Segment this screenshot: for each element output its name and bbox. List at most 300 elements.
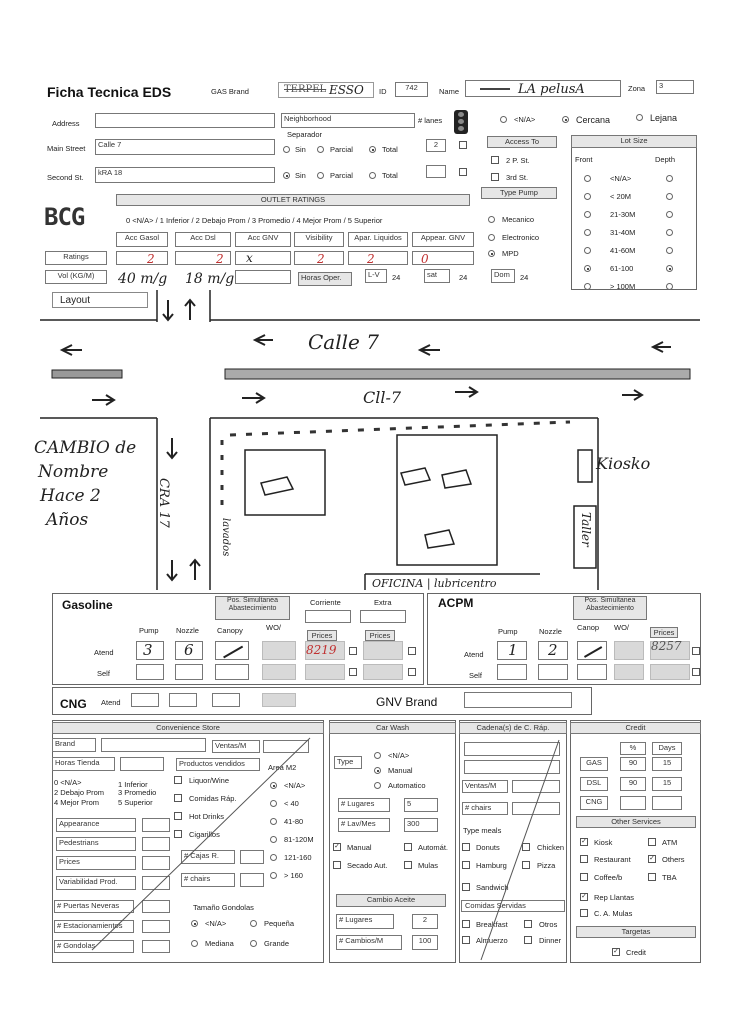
svc-restaurant-label: Restaurant [594,855,631,864]
gas-nozzle-label: Nozzle [176,626,199,635]
store-ventas-label: Ventas/M [212,740,260,753]
tamano-med-label: Mediana [205,939,234,948]
sep2-total-label: Total [382,171,398,180]
id-label: ID [379,87,387,96]
horas-oper-label: Horas Oper. [298,272,352,286]
col-appear-gnv: Appear. GNV [412,232,474,247]
gas-self-price2[interactable] [363,664,403,680]
prox-cercana-label: Cercana [576,115,611,125]
store-brand-label: Brand [52,738,96,752]
carwash-na-label: <N/A> [388,751,410,760]
pump-mpd-label: MPD [502,249,519,258]
scale-item: 5 Superior [118,798,153,807]
tamano-gra-label: Grande [264,939,290,948]
credit-gas-label: GAS [580,757,608,771]
lot-depth-radio[interactable] [666,229,673,236]
credit-cng-label: CNG [580,796,608,810]
prod-comidas-label: Comidas Ráp. [189,794,237,803]
store-horas-label: Horas Tienda [52,757,115,771]
rating-acc-dsl[interactable] [175,251,231,265]
gas-wo-label: WO/ [266,623,281,632]
vol-dsl-value: 18 m/g [185,271,235,287]
name-label: Name [439,87,460,96]
cadena-chairs-label: # chairs [462,802,508,815]
note-line: CAMBIO de [34,438,137,458]
area-na-label: <N/A> [284,781,306,790]
gas-pump-label: Pump [139,626,159,635]
gas-wo-field[interactable] [262,641,296,660]
store-variabilidad-label: Variabilidad Prod. [56,876,136,890]
gas-self-nozzle[interactable] [175,664,203,680]
gas-self-check2[interactable] [408,668,416,676]
svc-others-label: Others [662,855,685,864]
acpm-price-field[interactable] [650,641,690,660]
credit-gas-pct[interactable]: 90 [620,757,646,771]
pump-electronico-radio[interactable] [488,234,495,241]
outlet-scale: 0 <N/A> / 1 Inferior / 2 Debajo Prom / 3 Promedio / 4 Mejor Prom / 5 Superior [126,216,383,225]
taller-label: Taller [579,512,593,547]
gas-price-field[interactable] [305,641,345,660]
carwash-auto-label: Automatico [388,781,426,790]
area-80-label: 41-80 [284,817,304,826]
access-2pst-check[interactable] [491,156,499,164]
acpm-nozzle-field[interactable] [538,641,568,660]
acpm-self-check[interactable] [692,668,700,676]
carwash-mulas-label: Mulas [418,861,439,870]
gas-canopy-check [223,646,243,658]
lot-front-label: Front [575,155,593,164]
sep2-sin-label: Sin [295,171,306,180]
address-field[interactable] [95,113,275,128]
acpm-pump-value: 1 [508,641,518,659]
carwash-secado-check[interactable] [333,861,341,869]
layout-label: Layout [60,295,91,306]
zona-label: Zona [628,84,646,93]
name-value: LA pelusA [518,82,585,97]
id-field[interactable]: 742 [395,82,428,97]
store-cajas-label: # Cajas R. [181,850,235,864]
gas-extra-field[interactable] [360,610,406,623]
acpm-self-price[interactable] [650,664,690,680]
sep2-parcial-radio[interactable] [317,172,324,179]
credit-dsl-days[interactable]: 15 [652,777,682,791]
store-gondolas-label: # Gondolas [54,940,134,953]
svc-ca-mulas-label: C. A. Mulas [594,909,633,918]
serv-breakfast-label: Breakfast [476,920,508,929]
meal-pizza-label: Pizza [537,861,556,870]
carwash-header: Car Wash [329,722,456,734]
scale-item: 2 Debajo Prom [54,788,105,797]
calle-top-label: Calle 7 [308,330,379,354]
meal-hamb-label: Hamburg [476,861,507,870]
rating-apar-liquidos[interactable] [348,251,408,265]
acpm-canop-check [584,646,602,657]
rating-acc-dsl-value: 2 [216,252,224,265]
rating-acc-gasol-value: 2 [147,252,155,265]
credit-cng-days[interactable] [652,796,682,810]
carwash-lugares-label: # Lugares [338,798,390,812]
scale-item: 3 Promedio [118,788,157,797]
prox-na-label: <N/A> [514,115,536,124]
lot-option: 21-30M [610,210,636,219]
carwash-lavmes-label: # Lav/Mes [338,818,390,832]
cng-field-3[interactable] [212,693,240,707]
gas-pump-field[interactable] [136,641,164,660]
vol-field-gnv[interactable] [235,270,291,284]
store-chairs-label: # chairs [181,873,235,887]
dom-value[interactable]: 24 [520,273,529,282]
sep1-parcial-radio[interactable] [317,146,324,153]
gas-canopy-label: Canopy [217,626,243,635]
col-visibility: Visibility [294,232,344,247]
name-change-note [34,440,136,536]
store-pedestrians-label: Pedestrians [56,837,136,851]
vol-label: Vol (KG/M) [45,270,107,284]
gas-price-check[interactable] [349,647,357,655]
lot-depth-radio[interactable] [666,193,673,200]
dom-label: Dom [491,269,515,283]
note-line: Nombre [38,462,109,482]
gas-brand-value: ESSO [329,83,364,97]
area-120-label: 81-120M [284,835,314,844]
lot-option: > 100M [610,282,636,291]
prod-liquor-label: Liquor/Wine [189,776,230,785]
gas-brand-label: GAS Brand [211,87,249,96]
lot-option: 61-100 [610,264,634,273]
gas-pump-value: 3 [143,641,153,659]
acpm-self-wo[interactable] [614,664,644,680]
gas-brand-field[interactable] [278,82,374,98]
sep2-total-radio[interactable] [369,172,376,179]
gas-self-price[interactable] [305,664,345,680]
acpm-pos-sim: Pos. Simultanea Abastecimiento [573,596,647,620]
cambio-cambios-label: # Cambios/M [336,935,402,950]
access-to-header: Access To [487,136,557,148]
gas-self-wo[interactable] [262,664,296,680]
svc-tba-label: TBA [662,873,677,882]
cng-title: CNG [60,697,87,711]
carwash-manual-radio[interactable] [374,767,381,774]
cng-field-4[interactable] [262,693,296,707]
pump-mecanico-label: Mecanico [502,215,535,224]
lanes-field[interactable]: 2 [426,139,446,152]
svc-kiosk-check[interactable]: ✓ [581,838,587,845]
acpm-wo-label: WO/ [614,623,629,632]
gas-prices-label: Prices [307,630,337,641]
scale-item: 4 Mejor Prom [54,798,100,807]
gasoline-title: Gasoline [62,598,113,612]
gas-corriente-field[interactable] [305,610,351,623]
lot-front-radio[interactable] [584,247,591,254]
acpm-nozzle-value: 2 [548,641,558,659]
lot-option: 31-40M [610,228,636,237]
rating-apar-liquidos-value: 2 [367,252,375,265]
cambio-header: Cambio Aceite [336,894,446,907]
sep1-parcial-label: Parcial [330,145,353,154]
carwash-manual-label: Manual [388,766,413,775]
cadena-ventas-label: Ventas/M [462,780,508,793]
lot-option: <N/A> [610,174,632,183]
tamano-na-label: <N/A> [205,919,227,928]
gas-pos-sim: Pos. Simultanea Abastecimiento [215,596,290,620]
form-title: Ficha Tecnica EDS [47,84,172,100]
col-acc-dsl: Acc Dsl [175,232,231,247]
acpm-pump-field[interactable] [497,641,527,660]
gas-nozzle-field[interactable] [175,641,203,660]
other-services-header: Other Services [576,816,696,828]
cambio-cambios-field[interactable]: 100 [412,935,438,950]
lot-front-radio[interactable] [584,193,591,200]
carwash-automat-label: Automát. [418,843,449,852]
svc-coffee-label: Coffee/b [594,873,623,882]
svc-ca-mulas-check[interactable] [580,909,588,917]
cadena-header: Cadena(s) de C. Ráp. [459,722,567,734]
lot-option: < 20M [610,192,632,201]
access-3rdst-label: 3rd St. [506,173,529,182]
neighborhood-field[interactable] [281,113,415,128]
gas-price2-field[interactable] [363,641,403,660]
ratings-label: Ratings [45,251,107,265]
sat-value[interactable]: 24 [459,273,468,282]
credit-pct-label: % [620,742,646,755]
gas-canopy-field[interactable] [215,641,249,660]
lot-size-header: Lot Size [571,135,697,148]
acpm-self-label: Self [469,671,482,680]
store-estacion-label: # Estacionamientos [54,920,134,933]
gas-price-value: 8219 [306,643,337,657]
credit-card-label: Credit [626,948,647,957]
prod-hotdrinks-label: Hot Drinks [189,812,225,821]
credit-header: Credit [570,722,701,734]
carwash-mulas-check[interactable] [404,861,412,869]
rating-acc-gnv-value: x [246,251,253,265]
credit-gas-days[interactable]: 15 [652,757,682,771]
store-prices-label: Prices [56,856,136,870]
carwash-na-radio[interactable] [374,752,381,759]
note-line: Hace 2 [40,486,101,506]
carwash-type-label: Type [334,756,362,769]
svc-restaurant-check[interactable] [580,855,588,863]
name-struck-mark [480,88,510,90]
lot-front-radio[interactable] [584,211,591,218]
rating-visibility[interactable] [294,251,344,265]
gas-brand-struck: TERPEL [284,84,327,95]
gas-self-check[interactable] [349,668,357,676]
prox-lejana-label: Lejana [650,113,678,123]
carwash-secado-label: Secado Aut. [347,861,388,870]
meal-chicken-label: Chicken [537,843,565,852]
acpm-canop-field[interactable] [577,641,607,660]
sep1-sin-radio[interactable] [283,146,290,153]
lot-option: 41-60M [610,246,636,255]
svc-atm-check[interactable] [648,838,656,846]
gas-self-label: Self [97,669,110,678]
store-strike-line [52,720,324,963]
acpm-pump-label: Pump [498,627,518,636]
rating-visibility-value: 2 [317,252,325,265]
main-street-label: Main Street [47,144,86,153]
address-label: Address [52,119,80,128]
prox-na-radio[interactable] [500,116,507,123]
area-160-label: 121-160 [284,853,312,862]
acpm-prices-label: Prices [650,627,678,638]
acpm-self-canop[interactable] [577,664,607,680]
svc-kiosk-label: Kiosk [594,838,613,847]
lot-depth-radio[interactable] [666,175,673,182]
acpm-nozzle-label: Nozzle [539,627,562,636]
svc-coffee-check[interactable] [580,873,588,881]
acpm-self-pump[interactable] [497,664,527,680]
gas-self-pump[interactable] [136,664,164,680]
pump-mecanico-radio[interactable] [488,216,495,223]
area-gt160-label: > 160 [284,871,303,880]
note-line: Años [46,510,89,530]
credit-cng-pct[interactable] [620,796,646,810]
cra-label: CRA 17 [156,478,171,528]
gas-self-canopy[interactable] [215,664,249,680]
lavados-label: lavados [220,518,231,557]
acpm-self-nozzle[interactable] [538,664,568,680]
rating-appear-gnv-value: 0 [421,252,429,265]
gas-nozzle-value: 6 [184,641,194,659]
svc-atm-label: ATM [662,838,678,847]
svc-rep-llantas-check[interactable]: ✓ [581,893,587,900]
sep1-total-radio[interactable] [369,146,376,153]
cambio-lugares-field[interactable]: 2 [412,914,438,929]
area-40-label: < 40 [284,799,299,808]
meal-sandwich-label: Sandwich [476,883,509,892]
name-field[interactable] [465,80,621,97]
oficina-label: OFICINA | lubricentro [372,577,497,590]
rating-acc-gnv[interactable] [235,251,291,265]
sep1-sin-label: Sin [295,145,306,154]
kiosko-label: Kiosko [596,454,651,473]
bcg-logo: BCG [44,203,85,231]
vol-gasol-value: 40 m/g [118,271,168,287]
prox-cercana-radio[interactable] [562,116,569,123]
outlet-ratings-header: OUTLET RATINGS [116,194,470,206]
col-acc-gnv: Acc GNV [235,232,291,247]
lanes-field-2[interactable] [426,165,446,178]
lot-front-radio[interactable] [584,229,591,236]
credit-dsl-pct[interactable]: 90 [620,777,646,791]
acpm-canop-label: Canop [577,623,600,632]
cadena-strike-line [459,720,567,963]
credit-dsl-label: DSL [580,777,608,791]
lv-value[interactable]: 24 [392,273,401,282]
scale-item: 0 <N/A> [54,778,82,787]
lot-front-radio[interactable] [584,283,591,290]
store-puertas-label: # Puertas Neveras [54,900,134,913]
gas-prices-label-2: Prices [365,630,395,641]
gnv-brand-field[interactable] [464,692,572,708]
credit-days-label: Days [652,742,682,755]
gas-price2-check[interactable] [408,647,416,655]
second-st-field[interactable]: kRA 18 [95,167,275,183]
main-street-field[interactable]: Calle 7 [95,139,275,155]
prox-lejana-radio[interactable] [636,114,643,121]
carwash-lugares-field[interactable]: 5 [404,798,438,812]
meal-donuts-label: Donuts [476,843,500,852]
store-productos-label: Productos vendidos [176,758,260,771]
tamano-peq-label: Pequeña [264,919,295,928]
gnv-brand-label: GNV Brand [376,695,438,709]
zona-field[interactable]: 3 [656,80,694,94]
serv-almuerzo-label: Almuerzo [476,936,508,945]
comidas-servidas-header: Comidas Servidas [461,900,565,912]
store-appearance-label: Appearance [56,818,136,832]
credit-card-check[interactable]: ✓ [613,948,619,955]
acpm-price-value: 8257 [651,639,682,653]
gas-extra-label: Extra [374,598,392,607]
pump-mpd-radio[interactable] [488,250,495,257]
scale-item: 1 Inferior [118,780,148,789]
lot-depth-radio[interactable] [666,283,673,290]
type-meals-label: Type meals [463,826,502,835]
col-apar-liquidos: Apar. Liquidos [348,232,408,247]
gas-atend-label: Atend [94,648,114,657]
second-st-label: Second St. [47,173,84,182]
carwash-lavmes-field[interactable]: 300 [404,818,438,832]
serv-dinner-label: Dinner [539,936,562,945]
gas-corriente-label: Corriente [310,598,341,607]
lot-front-radio[interactable] [584,175,591,182]
sep2-parcial-label: Parcial [330,171,353,180]
targetas-header: Targetas [576,926,696,938]
calle-bottom-label: Cll-7 [363,388,402,407]
prod-cigarillos-label: Cigarillos [189,830,220,839]
carwash-manual-cb-label: Manual [347,843,372,852]
lanes-check-1[interactable] [459,141,467,149]
separador-label: Separador [287,130,323,139]
lot-depth-radio[interactable] [666,211,673,218]
sep1-total-label: Total [382,145,398,154]
traffic-light-icon [454,110,468,134]
sat-label: sat [424,269,450,283]
rating-appear-gnv[interactable] [412,251,474,265]
rating-acc-gasol[interactable] [116,251,168,265]
acpm-wo-field[interactable] [614,641,644,660]
carwash-auto-radio[interactable] [374,782,381,789]
lot-options [580,172,690,298]
carwash-manual-check[interactable]: ✓ [334,843,340,850]
neighborhood-label: Neighborhood [284,114,332,123]
svc-rep-llantas-label: Rep Llantas [594,893,635,902]
serv-otros-label: Otros [539,920,558,929]
acpm-atend-label: Atend [464,650,484,659]
pump-electronico-label: Electronico [502,233,540,242]
cng-field-1[interactable] [131,693,159,707]
lot-depth-radio[interactable] [666,247,673,254]
lanes-label: # lanes [418,116,443,125]
lot-front-radio[interactable] [584,265,591,272]
acpm-price-check[interactable] [692,647,700,655]
lot-depth-label: Depth [655,155,676,164]
lot-depth-radio[interactable] [666,265,673,272]
carwash-automat-check[interactable] [404,843,412,851]
access-3rdst-check[interactable] [491,173,499,181]
sep2-sin-radio[interactable] [283,172,290,179]
svc-others-check[interactable]: ✓ [649,855,655,862]
svc-tba-check[interactable] [648,873,656,881]
cambio-lugares-label: # Lugares [336,914,394,929]
lanes-check-2[interactable] [459,168,467,176]
store-header: Convenience Store [52,722,324,734]
cng-field-2[interactable] [169,693,197,707]
tamano-label: Tamaño Gondolas [193,903,254,912]
access-2pst-label: 2 P. St. [506,156,530,165]
type-pump-header: Type Pump [481,187,557,199]
